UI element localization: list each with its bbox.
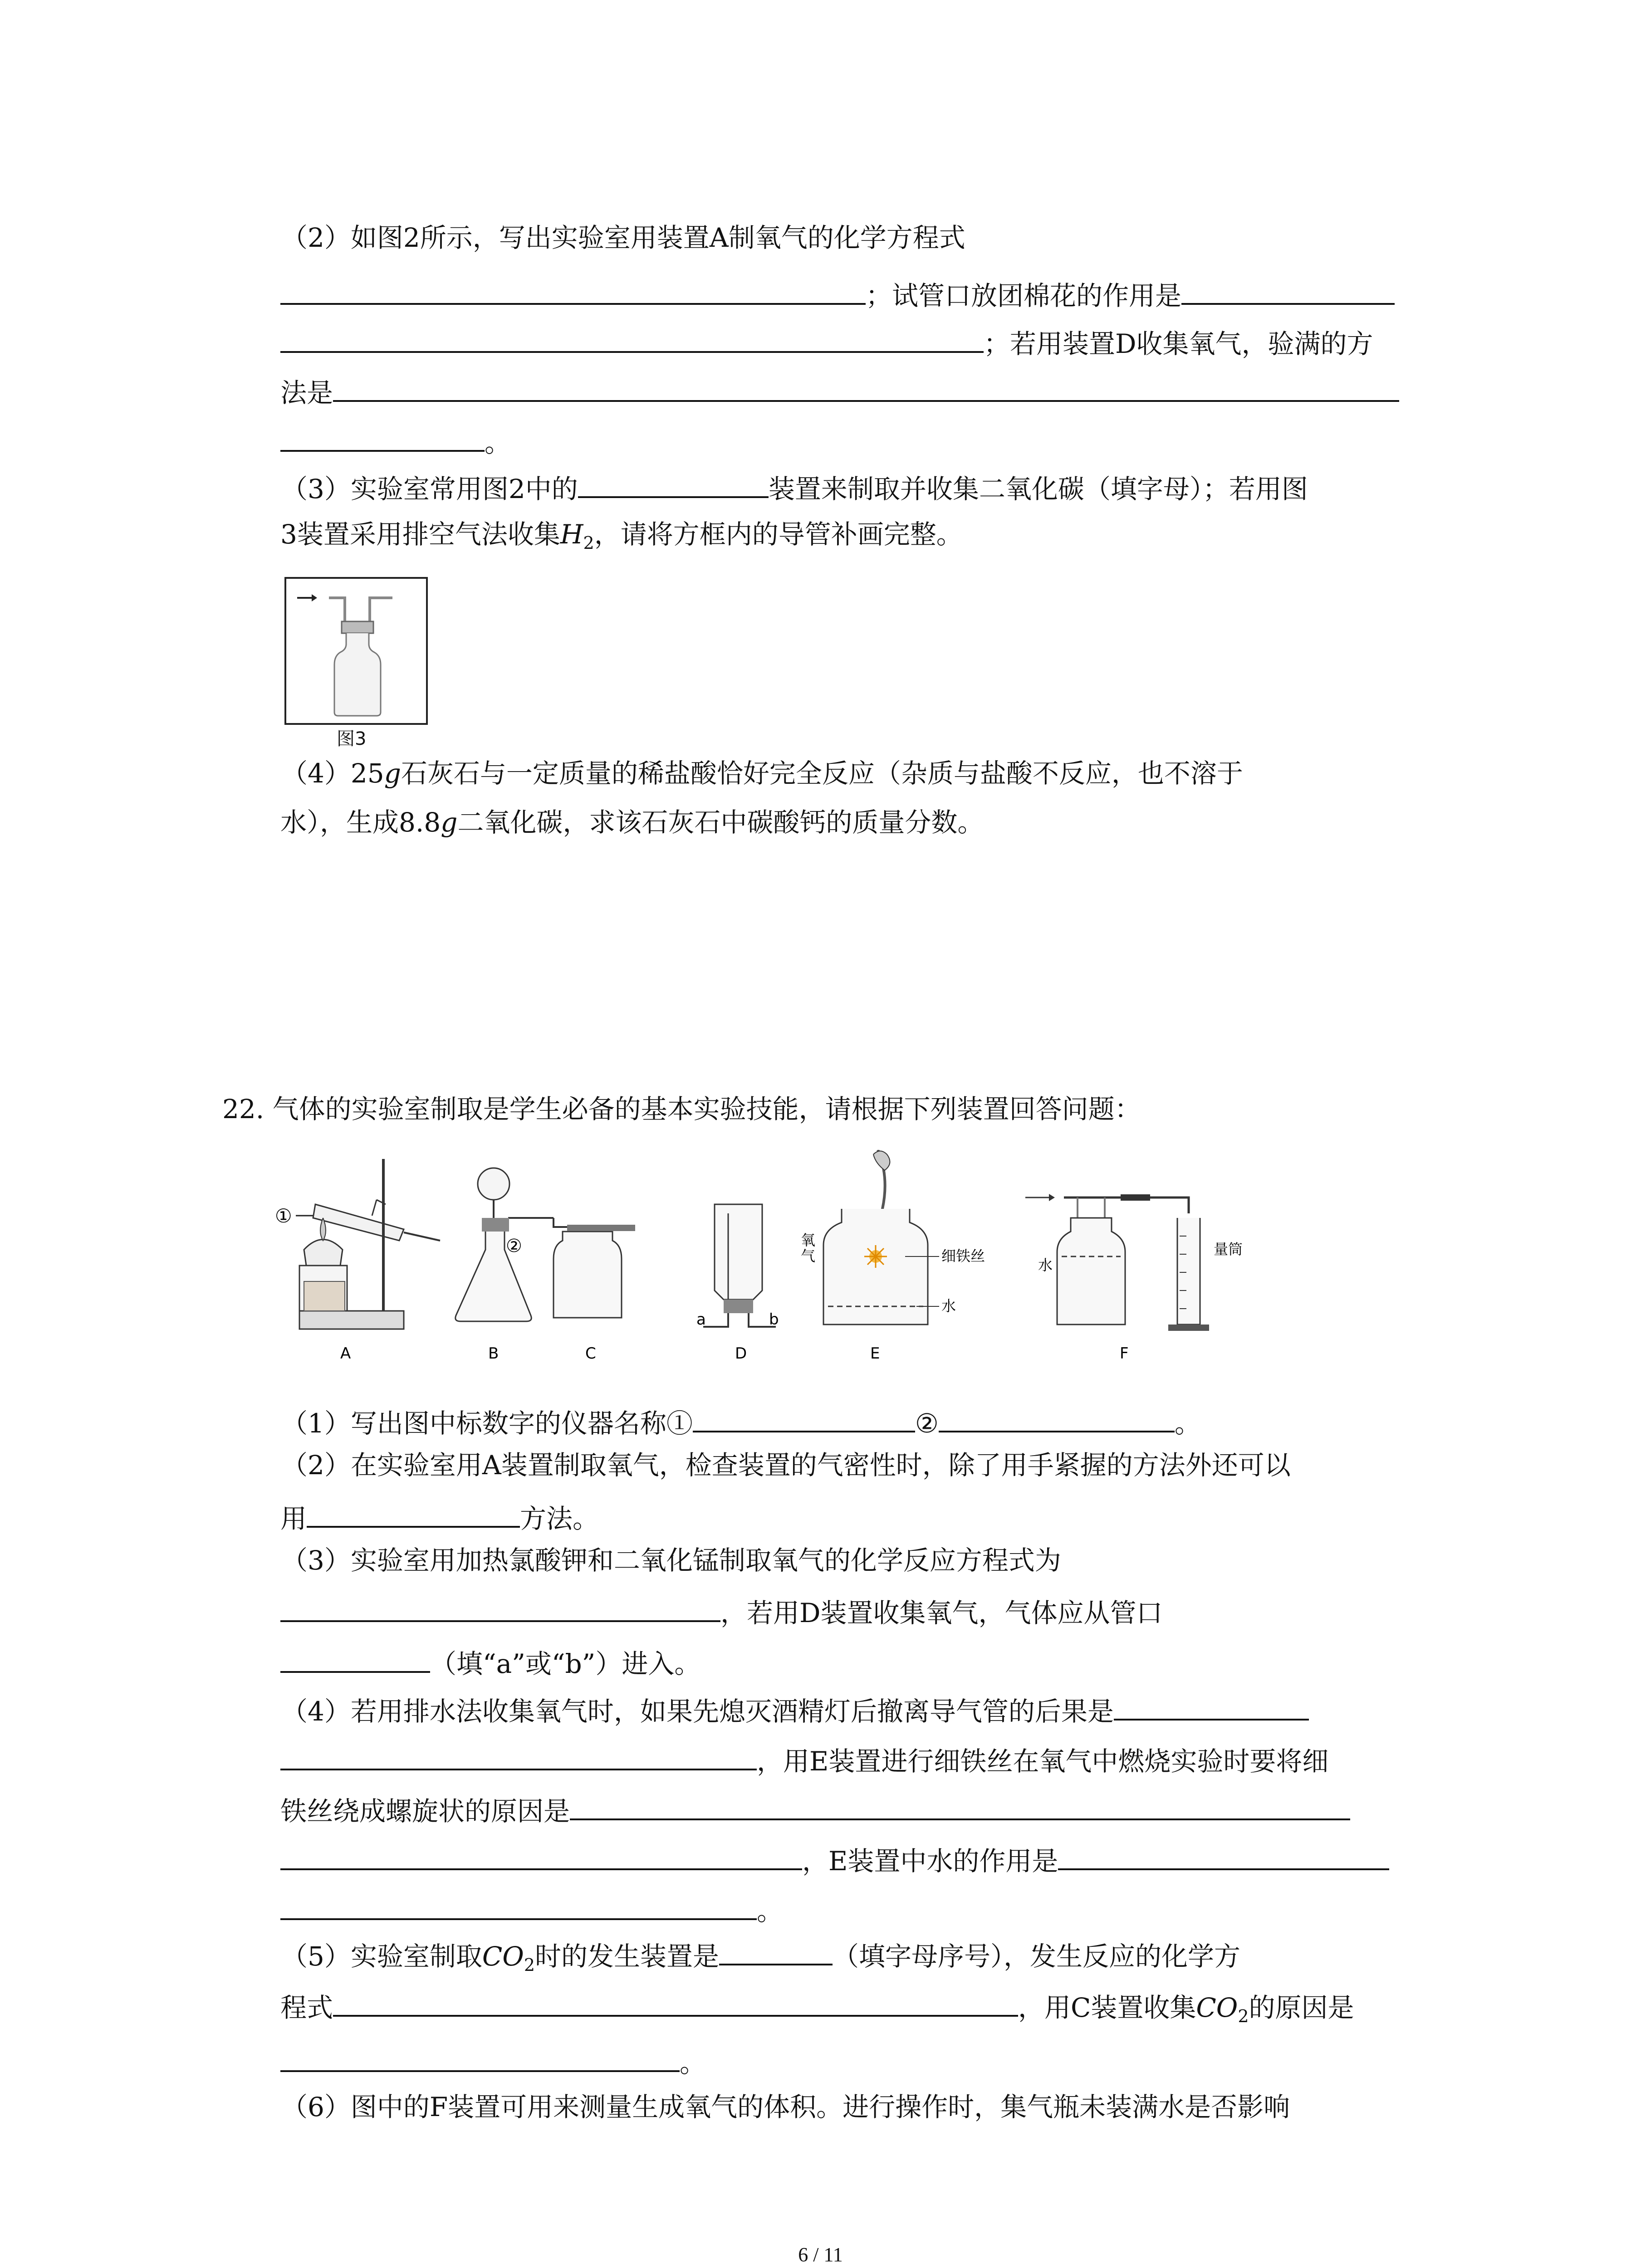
answer-blank[interactable] — [578, 467, 769, 498]
apparatus-f — [1025, 1194, 1243, 1363]
apparatus-figure — [272, 1150, 1470, 1395]
svg-text:氧气: 氧气 — [801, 1232, 816, 1265]
answer-blank[interactable] — [280, 2041, 680, 2072]
svg-text:A: A — [340, 1344, 351, 1363]
q21-p2-line4: 法是 — [280, 371, 1399, 411]
answer-blank[interactable] — [280, 322, 984, 353]
q21-p3-line1: （3）实验室常用图2中的 装置来制取并收集二氧化碳（填字母）；若用图 — [281, 467, 1308, 507]
svg-text:①: ① — [275, 1205, 292, 1227]
answer-blank[interactable] — [280, 1642, 430, 1673]
answer-blank[interactable] — [280, 1839, 802, 1870]
answer-blank[interactable] — [280, 274, 866, 305]
answer-blank[interactable] — [570, 1789, 1350, 1820]
q22-p2-line1: （2）在实验室用A装置制取氧气，检查装置的气密性时，除了用手紧握的方法外还可以 — [281, 1450, 1291, 1481]
q21-p2-line5: 。 — [280, 421, 511, 461]
svg-text:C: C — [585, 1344, 596, 1363]
q21-p3-line2: 3装置采用排空气法收集$H_2$，请将方框内的导管补画完整。 — [280, 519, 963, 553]
q22-p4-line1: （4）若用排水法收集氧气时，如果先熄灭酒精灯后撤离导气管的后果是 — [281, 1690, 1309, 1730]
q22-p3-line1: （3）实验室用加热氯酸钾和二氧化锰制取氧气的化学反应方程式为 — [281, 1545, 1061, 1576]
answer-blank[interactable] — [280, 1740, 757, 1770]
answer-blank[interactable] — [1181, 274, 1395, 305]
svg-text:水: 水 — [1038, 1256, 1053, 1274]
svg-text:a: a — [696, 1310, 706, 1329]
svg-text:量筒: 量筒 — [1214, 1241, 1243, 1258]
q22-p6-line1: （6）图中的F装置可用来测量生成氧气的体积。进行操作时，集气瓶未装满水是否影响 — [281, 2092, 1290, 2122]
answer-blank[interactable] — [1058, 1839, 1389, 1870]
q22-p2-line2: 用 方法。 — [280, 1497, 599, 1537]
q22-p4-line5: 。 — [280, 1889, 783, 1929]
q22-p4-line3: 铁丝绕成螺旋状的原因是 — [280, 1789, 1350, 1829]
svg-text:D: D — [735, 1344, 747, 1363]
svg-text:水: 水 — [941, 1297, 956, 1315]
answer-blank[interactable] — [333, 371, 1399, 402]
q21-p2-line3: ；若用装置D收集氧气，验满的方 — [280, 322, 1373, 362]
answer-blank[interactable] — [280, 421, 485, 452]
svg-text:F: F — [1120, 1344, 1129, 1363]
page-number: 6 / 11 — [798, 2244, 843, 2266]
answer-blank[interactable] — [1114, 1690, 1309, 1721]
svg-text:②: ② — [506, 1236, 522, 1256]
q22-p4-line2: ，用E装置进行细铁丝在氧气中燃烧实验时要将细 — [280, 1740, 1328, 1779]
q22-p3-line3: （填“a”或“b”）进入。 — [280, 1642, 700, 1682]
apparatus-c — [506, 1218, 635, 1363]
svg-text:细铁丝: 细铁丝 — [941, 1247, 985, 1265]
q21-p2-line1: （2）如图2所示，写出实验室用装置A制氧气的化学方程式 — [281, 222, 965, 253]
answer-blank[interactable] — [280, 1591, 720, 1622]
answer-blank[interactable] — [307, 1497, 520, 1528]
q21-p2-line2: ；试管口放团棉花的作用是 — [280, 274, 1395, 314]
q22-p4-line4: ，E装置中水的作用是 — [280, 1839, 1389, 1879]
svg-text:E: E — [870, 1344, 880, 1363]
q22-p5-line3: 。 — [280, 2041, 706, 2081]
apparatus-d — [696, 1204, 779, 1363]
apparatus-b — [456, 1168, 554, 1363]
answer-blank[interactable] — [719, 1935, 833, 1965]
q22-p1: （1）写出图中标数字的仪器名称① ② 。 — [281, 1402, 1201, 1442]
answer-blank[interactable] — [693, 1402, 915, 1432]
q21-p4-line2: 水），生成8.8g二氧化碳，求该石灰石中碳酸钙的质量分数。 — [280, 807, 984, 838]
q21-p4-line1: （4）25g石灰石与一定质量的稀盐酸恰好完全反应（杂质与盐酸不反应，也不溶于 — [281, 758, 1243, 789]
answer-blank[interactable] — [939, 1402, 1175, 1432]
apparatus-e — [801, 1150, 985, 1363]
answer-blank[interactable] — [280, 1889, 757, 1920]
svg-text:b: b — [769, 1310, 779, 1329]
answer-blank[interactable] — [333, 1986, 1018, 2017]
figure-3-gas-bottle — [284, 576, 429, 726]
figure-3-caption: 图3 — [337, 728, 367, 749]
q22-stem: 22. 气体的实验室制取是学生必备的基本实验技能，请根据下列装置回答问题： — [222, 1094, 1141, 1124]
q22-p5-line1: （5）实验室制取$CO_2$时的发生装置是 （填字母序号），发生反应的化学方 — [281, 1935, 1240, 1983]
svg-text:B: B — [488, 1344, 499, 1363]
apparatus-a — [275, 1159, 440, 1363]
q22-p3-line2: ，若用D装置收集氧气，气体应从管口 — [280, 1591, 1163, 1631]
q22-p5-line2: 程式 ，用C装置收集$CO_2$的原因是 — [280, 1986, 1354, 2034]
